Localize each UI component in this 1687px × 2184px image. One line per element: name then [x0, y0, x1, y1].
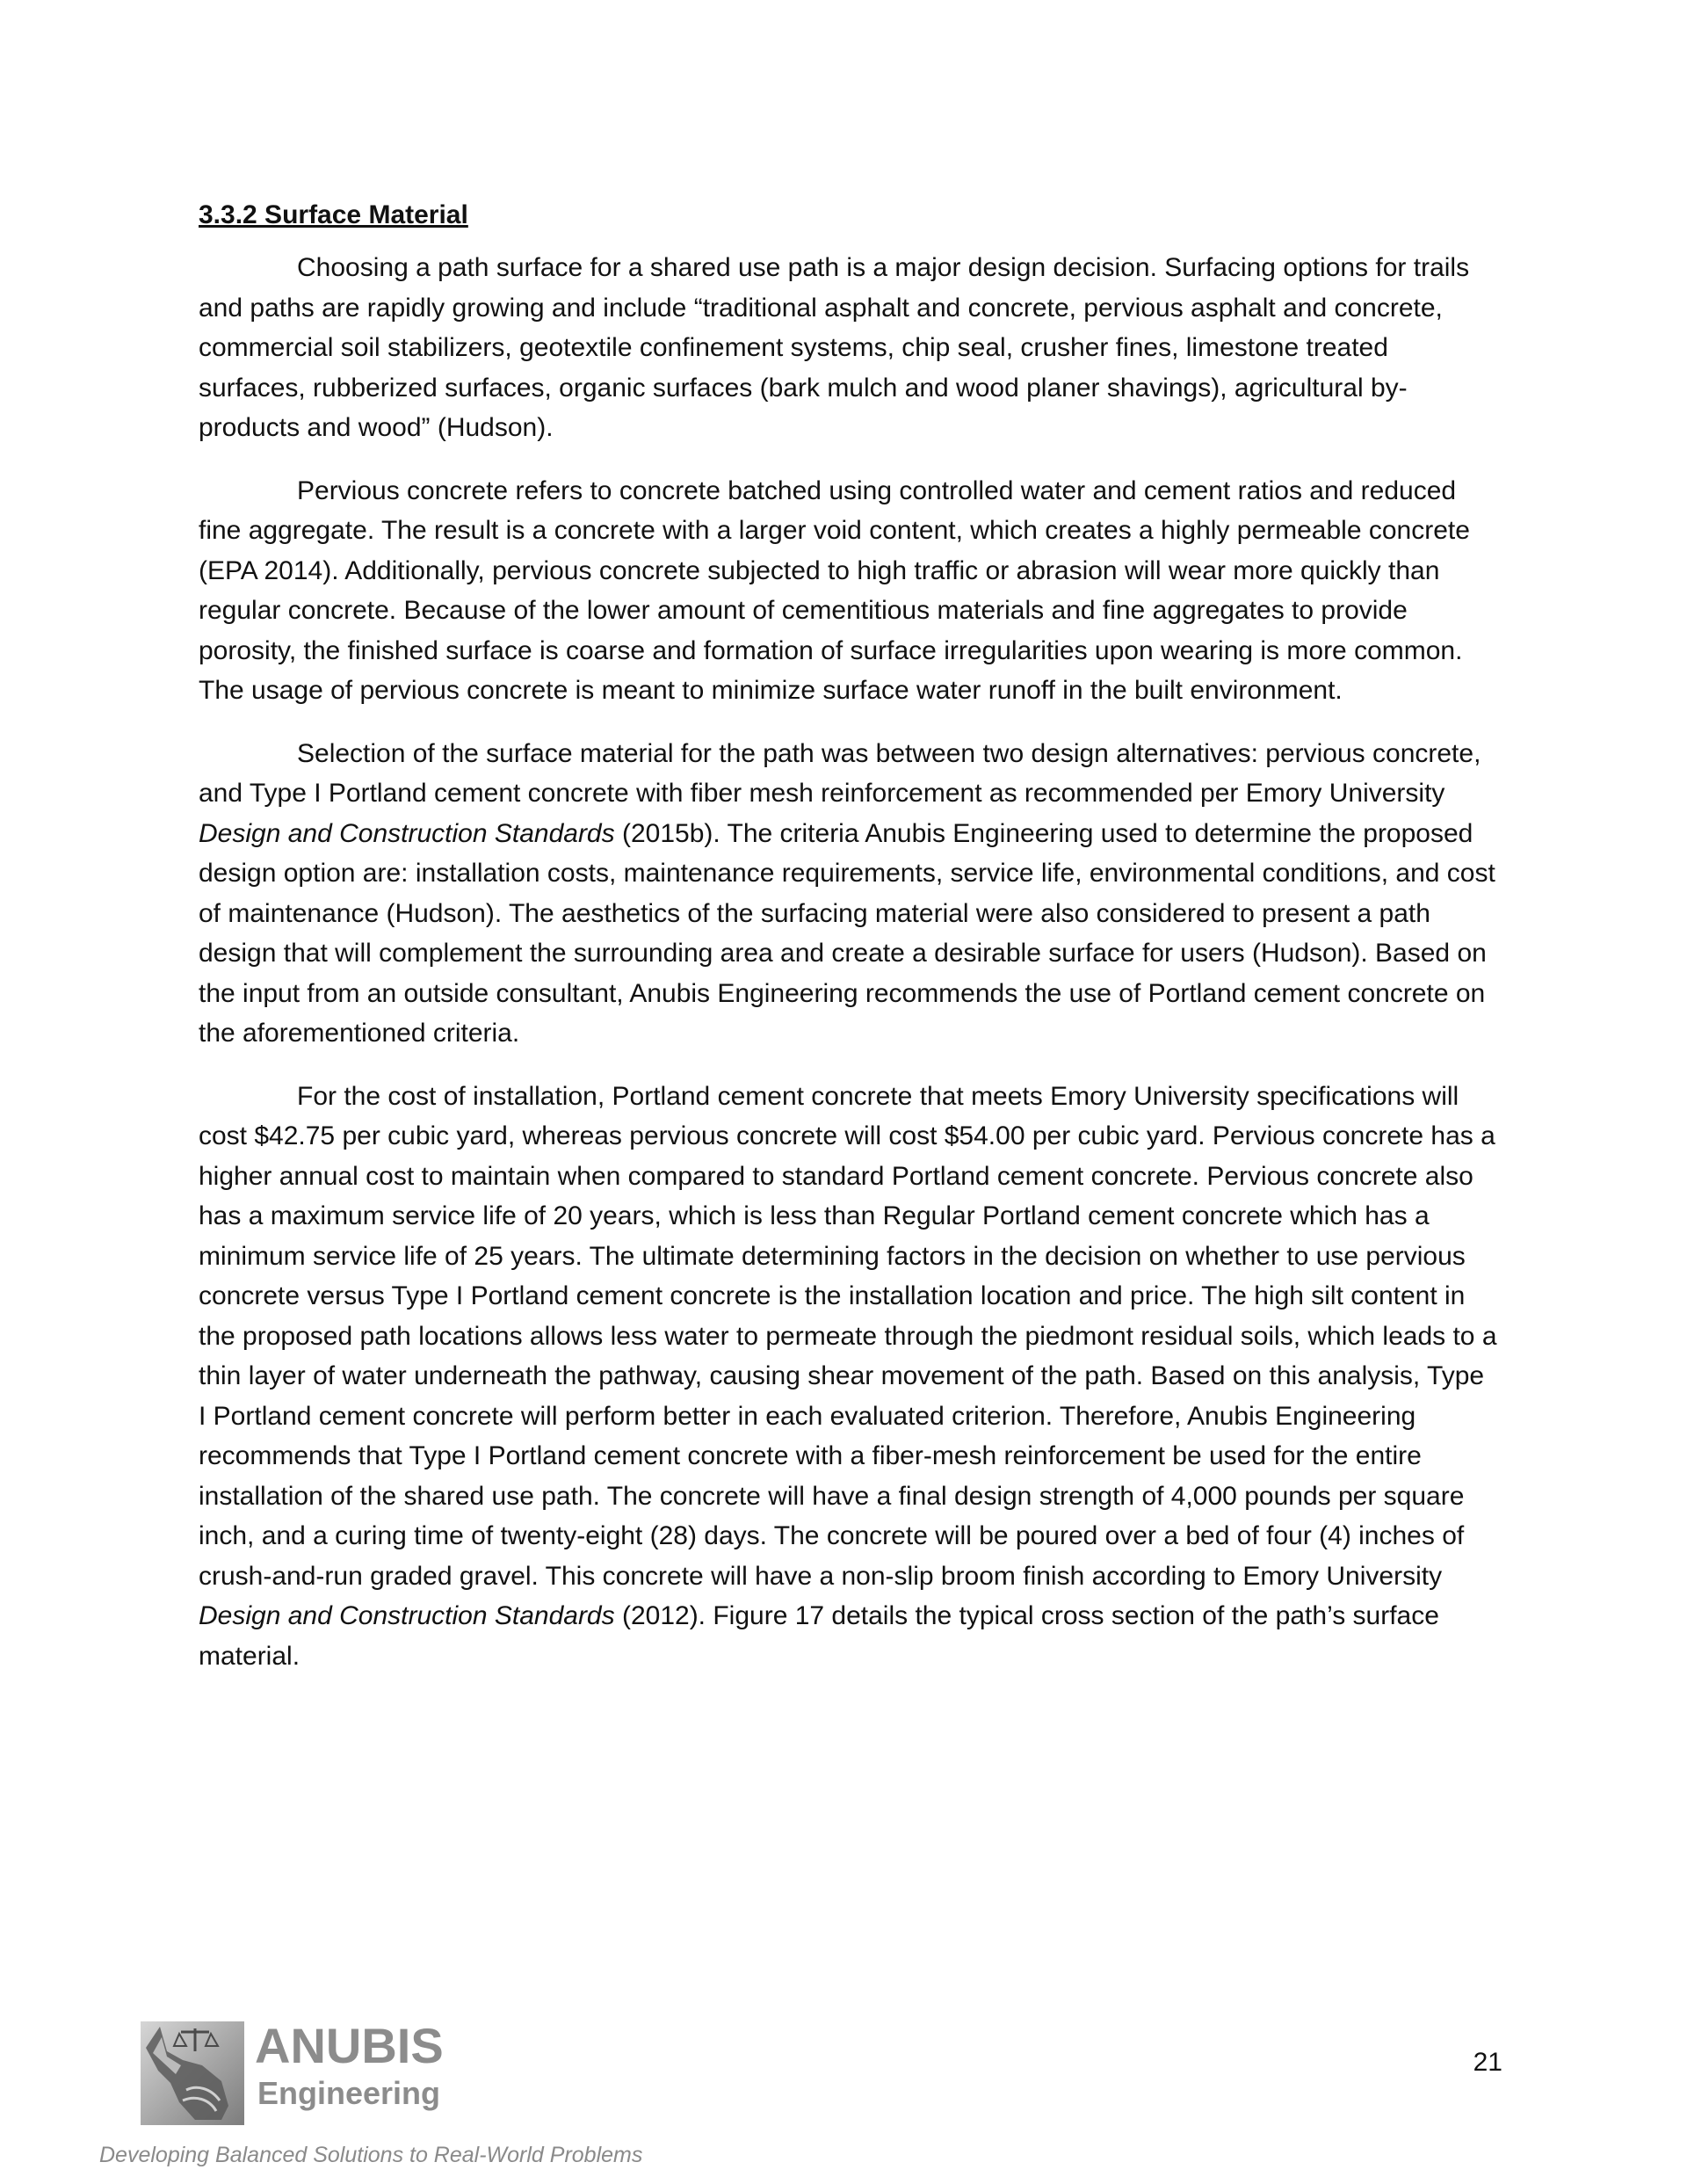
logo-subtitle: Engineering — [257, 2075, 441, 2111]
paragraph-text: Pervious concrete refers to concrete batched using controlled water and cement ratios and reduced fine aggregate. The result is a concrete with a larger void content, which creates a highly permeable concrete (EPA 2014). Additionally, pervious concrete subjected to high traffic or abrasion will wear more quickly than regular concrete. Because of the lower amount of cementitious materials and fine aggregates to provide porosity, the finished surface is coarse and formation of surface irregularities upon wearing is more common. The usage of pervious concrete is meant to minimize surface water runoff in the built environment. — [199, 475, 1470, 705]
paragraph-text: (2015b). The criteria Anubis Engineering used to determine the proposed design option are: installation costs, maintenance requirements, service life, environmental conditions, and cost of maintenance (Hudson). The aesthetics of the surfacing material were also considered to present a path design that will complement the surrounding area and create a desirable surface for users (Hudson). Based on the input from an outside consultant, Anubis Engineering recommends the use of Portland cement concrete on the aforementioned criteria. — [199, 818, 1495, 1048]
company-logo — [141, 2018, 457, 2125]
paragraph-text: Selection of the surface material for the path was between two design alternatives: pervious concrete, and Type I Portland cement concrete with fiber mesh reinforcement as recommended per Emory University — [199, 738, 1481, 808]
paragraph-design-alternatives — [199, 734, 1497, 1054]
paragraph-text: Choosing a path surface for a shared use path is a major design decision. Surfacing options for trails and paths are rapidly growing and include “traditional asphalt and concrete, pervious asphalt and concrete, commercial soil stabilizers, geotextile confinement systems, chip seal, crusher fines, limestone treated surfaces, rubberized surfaces, organic surfaces (bark mulch and wood planer shavings), agricultural by-products and wood” (Hudson). — [199, 253, 1470, 442]
paragraph-pervious-concrete — [199, 471, 1497, 711]
anubis-jackal-scales-icon — [141, 2021, 244, 2125]
italic-title-text: Design and Construction Standards — [199, 1601, 615, 1630]
logo-title: ANUBIS — [255, 2018, 444, 2073]
paragraph-text: For the cost of installation, Portland cement concrete that meets Emory University specifications will cost $42.75 per cubic yard, whereas pervious concrete will cost $54.00 per cubic yard. Pervious concrete has a higher annual cost to maintain when compared to standard Portland cement concrete. Pervious concrete also has a maximum service life of 20 years, which is less than Regular Portland cement concrete which has a minimum service life of 25 years. The ultimate determining factors in the decision on whether to use pervious concrete versus Type I Portland cement concrete is the installation location and price. The high silt content in the proposed path locations allows less water to permeate through the piedmont residual soils, which leads to a thin layer of water underneath the pathway, causing shear movement of the path. Based on this analysis, Type I Portland cement concrete will perform better in each evaluated criterion. Therefore, Anubis Engineering recommends that Type I Portland cement concrete with a fiber-mesh reinforcement be used for the entire installation of the shared use path. The concrete will have a final design strength of 4,000 pounds per square inch, and a curing time of twenty-eight (28) days. The concrete will be poured over a bed of four (4) inches of crush-and-run graded gravel. This concrete will have a non-slip broom finish according to Emory University — [199, 1081, 1497, 1591]
paragraph-installation-cost — [199, 1077, 1497, 1677]
page-body — [199, 195, 1497, 1699]
italic-title-text: Design and Construction Standards — [199, 818, 615, 848]
section-heading: 3.3.2 Surface Material — [199, 200, 468, 229]
page-number: 21 — [1473, 2048, 1502, 2077]
footer-tagline: Developing Balanced Solutions to Real-World Problems — [99, 2143, 643, 2167]
paragraph-surfacing-options — [199, 248, 1497, 448]
paragraph-text: (2012). Figure 17 details the typical cross section of the path’s surface material. — [199, 1601, 1439, 1671]
